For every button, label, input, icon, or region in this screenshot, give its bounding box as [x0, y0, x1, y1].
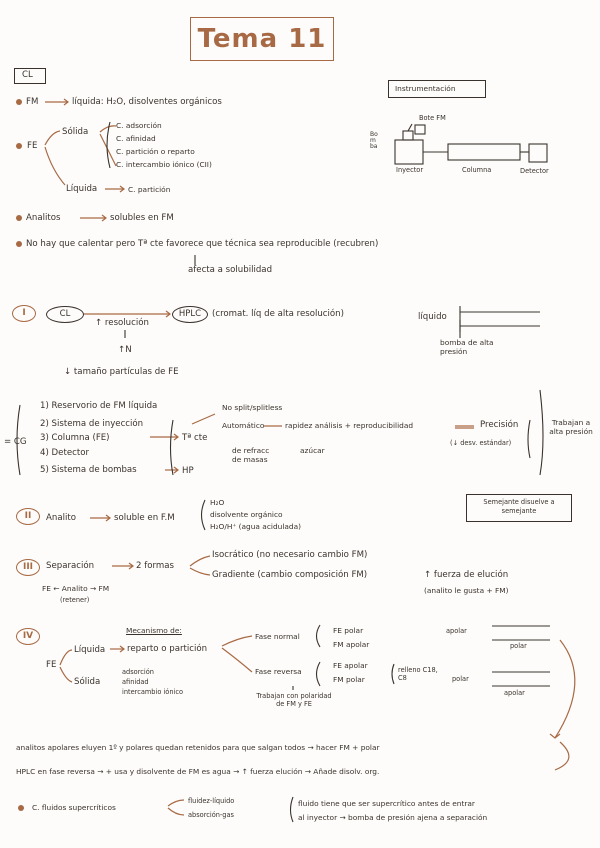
analito-text: Analito: [46, 513, 76, 523]
semejante-text: Semejante disuelve a semejante: [483, 498, 555, 515]
sec2-item: disolvente orgánico: [210, 510, 283, 519]
fr-fm-text: FM polar: [333, 675, 365, 684]
fe-solida: Sólida: [62, 127, 89, 137]
hplc-oval: HPLC: [172, 306, 208, 323]
sec1-item: 5) Sistema de bombas: [40, 465, 137, 475]
fluidos-label: C. fluidos supercríticos: [32, 803, 116, 812]
columna-label: Columna: [462, 166, 492, 174]
fr-fe-text: FE apolar: [333, 661, 368, 670]
section-number: II: [16, 508, 40, 525]
fm-text: líquida: H₂O, disolventes orgánicos: [72, 97, 222, 107]
bote-fm-label: Bote FM: [419, 114, 446, 122]
fn-fe-text: FE polar: [333, 626, 364, 635]
semejante-box: [466, 494, 572, 522]
inyector-label: Inyector: [396, 166, 424, 174]
bullet-dot: [16, 215, 22, 221]
fuerza-text: ↑ fuerza de elución: [424, 570, 509, 580]
automatico-text: Automático: [222, 421, 265, 430]
rapidez-text: rapidez análisis + reproducibilidad: [285, 421, 414, 430]
section-number: I: [12, 305, 36, 322]
masas-text: de masas: [232, 455, 268, 464]
desv-text: (↓ desv. estándar): [450, 439, 512, 447]
fe-solida-item: C. intercambio iónico (CII): [116, 160, 212, 169]
fe-label: FE: [27, 141, 38, 151]
calentar-sub: afecta a solubilidad: [188, 265, 273, 275]
sec1-item: 1) Reservorio de FM líquida: [40, 401, 158, 411]
refrac-text: de refracc: [232, 446, 270, 455]
reparto-text: reparto o partición: [127, 644, 208, 654]
apolar-label-2: apolar: [504, 689, 525, 697]
bottom-line-2: HPLC en fase reversa → + usa y disolvente de FM es agua → ↑ fuerza elución → Añade disolv. org.: [16, 767, 380, 776]
calentar-text: No hay que calentar pero Tª cte favorece que técnica sea reproducible (recubren): [26, 239, 379, 249]
bomba-label: Bomba: [370, 131, 378, 150]
sec4-liquida: Líquida: [74, 645, 106, 655]
apolar-label: apolar: [446, 627, 467, 635]
cg-label: = CG: [4, 437, 27, 447]
bullet-dot: [16, 143, 22, 149]
page-title: Tema 11: [190, 17, 334, 61]
sec1-item: 4) Detector: [40, 448, 89, 458]
section-number: IV: [16, 628, 40, 645]
analito-gusta-text: (analito le gusta + FM): [424, 586, 509, 595]
analitos-text: solubles en FM: [110, 213, 174, 223]
fluidos-desc-2: al inyector → bomba de presión ajena a separación: [298, 813, 488, 822]
fluidos-item: fluidez-líquido: [188, 797, 235, 805]
sec4-solida: Sólida: [74, 677, 101, 687]
detector-label: Detector: [520, 167, 549, 175]
fe-liquida-item: C. partición: [128, 185, 171, 194]
bullet-dot: [16, 99, 22, 105]
instrumentacion-label: Instrumentación: [395, 84, 456, 93]
mecanismo-text: Mecanismo de:: [126, 626, 182, 635]
soluble-text: soluble en F.M: [114, 513, 175, 523]
trabajan-polaridad-text: Trabajan con polaridad de FM y FE: [256, 692, 332, 708]
sec2-item: H₂O/H⁺ (agua acidulada): [210, 522, 302, 531]
section-number: III: [16, 559, 40, 576]
sec4-solida-item: adsorción: [122, 668, 154, 676]
bottom-line-1: analitos apolares eluyen 1º y polares quedan retenidos para que salgan todos → hacer FM + polar: [16, 743, 380, 752]
fn-fm-text: FM apolar: [333, 640, 370, 649]
bomba-alta-label: bomba de alta presión: [440, 338, 494, 356]
resolucion-text: ↑ resolución: [95, 318, 149, 328]
isocratico-text: Isocrático (no necesario cambio FM): [212, 550, 368, 560]
gradiente-text: Gradiente (cambio composición FM): [212, 570, 368, 580]
analitos-label: Analitos: [26, 213, 61, 223]
polar-label: polar: [510, 642, 527, 650]
sec2-item: H₂O: [210, 498, 225, 507]
cl-oval: CL: [46, 306, 84, 323]
sec1-item: 2) Sistema de inyección: [40, 419, 144, 429]
tcte-text: Tª cte: [182, 433, 208, 443]
tamano-text: ↓ tamaño partículas de FE: [64, 367, 179, 377]
fase-reversa-text: Fase reversa: [255, 667, 302, 676]
fe-solida-item: C. adsorción: [116, 121, 162, 130]
sec4-solida-item: afinidad: [122, 678, 149, 686]
fase-normal-text: Fase normal: [255, 632, 300, 641]
azucar-text: azúcar: [300, 446, 325, 455]
bullet-dot: [18, 805, 24, 811]
trabajan-text: Trabajan a alta presión: [549, 418, 593, 436]
cl-box: [14, 68, 46, 84]
fe-solida-item: C. partición o reparto: [116, 147, 195, 156]
fe-liquida: Líquida: [66, 184, 98, 194]
sec4-fe-label: FE: [46, 660, 57, 670]
hplc-desc: (cromat. líq de alta resolución): [212, 309, 344, 319]
liquido-label: líquido: [418, 312, 447, 322]
polar-label-2: polar: [452, 675, 469, 683]
separacion-text: Separación: [46, 561, 95, 571]
hp-text: HP: [182, 466, 194, 476]
n-text: ↑N: [118, 345, 132, 355]
retener-text: (retener): [60, 596, 90, 604]
bullet-dot: [16, 241, 22, 247]
relleno-text: relleno C18, C8: [398, 666, 438, 682]
cl-label: CL: [22, 70, 33, 80]
formas-text: 2 formas: [136, 561, 174, 571]
fe-solida-item: C. afinidad: [116, 134, 156, 143]
fluidos-desc-1: fluido tiene que ser supercrítico antes de entrar: [298, 799, 475, 808]
no-split-text: No split/splitless: [222, 403, 283, 412]
fluidos-item: absorción-gas: [188, 811, 234, 819]
sec1-item: 3) Columna (FE): [40, 433, 110, 443]
instrumentacion-box: [388, 80, 486, 98]
sec4-solida-item: intercambio iónico: [122, 688, 183, 696]
fm-label: FM: [26, 97, 39, 107]
precision-text: Precisión: [480, 420, 519, 430]
fe-analito-text: FE ← Analito → FM: [42, 584, 110, 593]
